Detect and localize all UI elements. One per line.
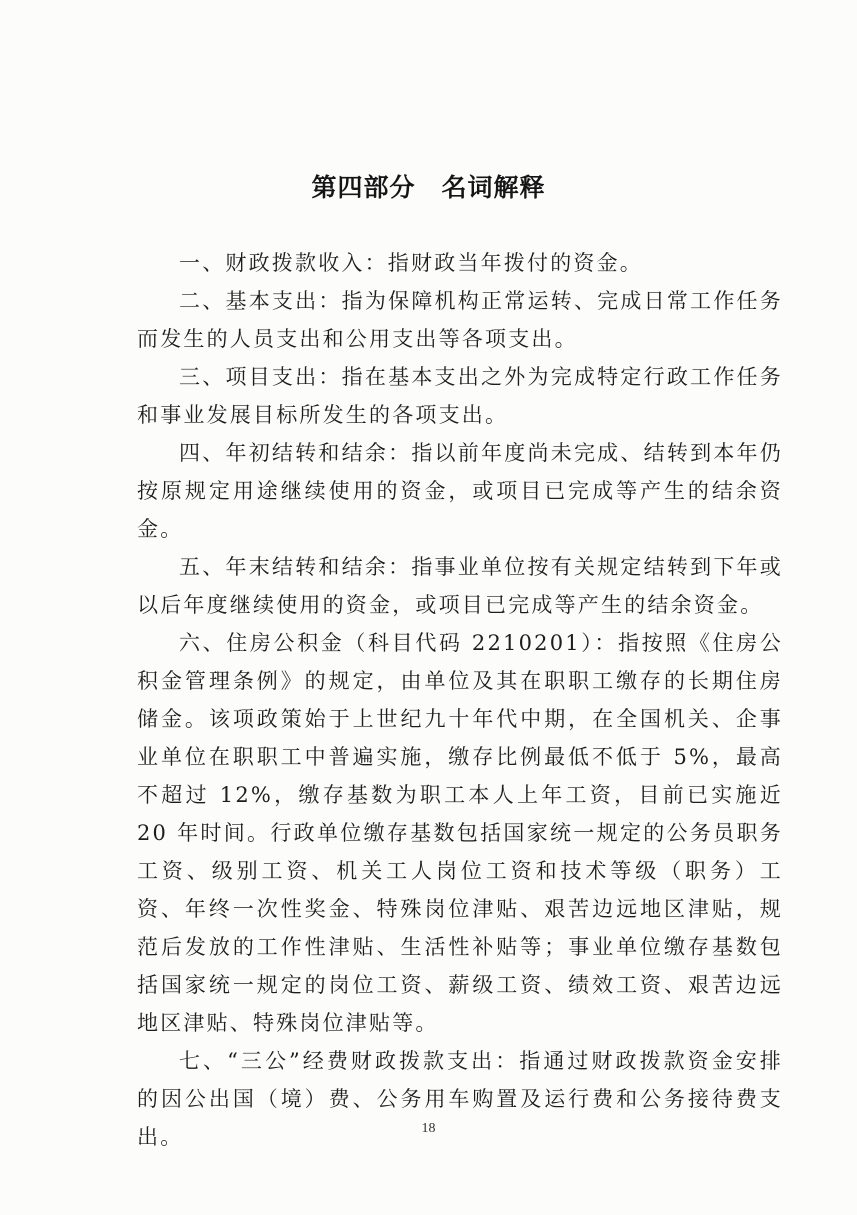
document-body	[137, 244, 783, 1156]
paragraph-housing-provident-fund: 六、住房公积金（科目代码 2210201）：指按照《住房公积金管理条例》的规定，由单位及其在职职工缴存的长期住房储金。该项政策始于上世纪九十年代中期，在全国机关、企事业单位在职职工中普遍实施，缴存比例最低不低于 5%，最高不超过 12%，缴存基数为职工本人上年工资，目前已实施近20 年时间。行政单位缴存基数包括国家统一规定的公务员职务工资、级别工资、机关工人岗位工资和技术等级（职务）工资、年终一次性奖金、特殊岗位津贴、艰苦边远地区津贴，规范后发放的工作性津贴、生活性补贴等；事业单位缴存基数包括国家统一规定的岗位工资、薪级工资、绩效工资、艰苦边远地区津贴、特殊岗位津贴等。	[137, 631, 783, 1035]
page-title: 第四部分 名词解释	[311, 173, 546, 202]
paragraph-ending-balance: 五、年末结转和结余：指事业单位按有关规定结转到下年或以后年度继续使用的资金，或项目已完成等产生的结余资金。	[137, 555, 783, 617]
page-number: 18	[421, 1121, 436, 1136]
paragraph-project-expenditure: 三、项目支出：指在基本支出之外为完成特定行政工作任务和事业发展目标所发生的各项支出。	[137, 365, 783, 427]
paragraph-basic-expenditure: 二、基本支出：指为保障机构正常运转、完成日常工作任务而发生的人员支出和公用支出等各项支出。	[137, 289, 783, 351]
paragraph-beginning-balance: 四、年初结转和结余：指以前年度尚未完成、结转到本年仍按原规定用途继续使用的资金，或项目已完成等产生的结余资金。	[137, 441, 783, 541]
paragraph-fiscal-appropriation-income: 一、财政拨款收入：指财政当年拨付的资金。	[179, 251, 643, 275]
paragraph-three-public-expenses: 七、“三公”经费财政拨款支出：指通过财政拨款资金安排的因公出国（境）费、公务用车购置及运行费和公务接待费支出。	[137, 1049, 783, 1149]
